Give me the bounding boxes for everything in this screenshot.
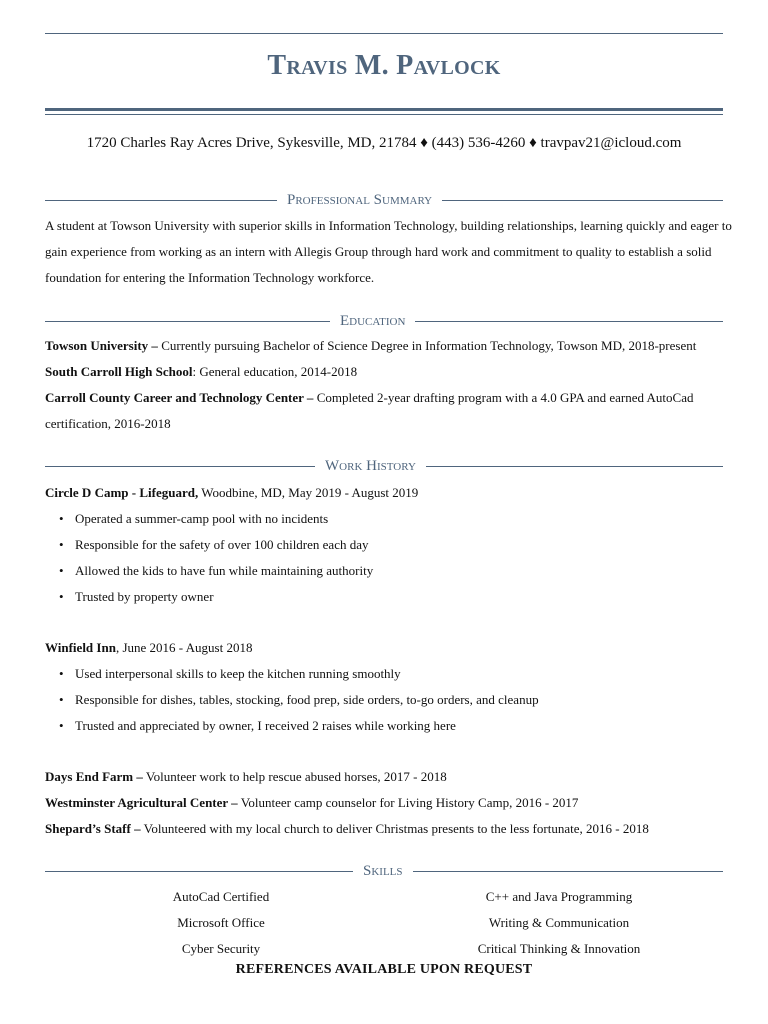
organization: Shepard’s Staff – xyxy=(45,821,141,836)
job-bullets xyxy=(45,506,373,610)
job-title xyxy=(45,480,735,506)
job-detail: Woodbine, MD, May 2019 - August 2019 xyxy=(198,485,419,500)
skills-heading xyxy=(45,861,723,881)
job-title xyxy=(45,635,735,661)
work-heading xyxy=(45,456,723,476)
summary-line: A student at Towson University with superior skills in Information Technology, building relationships, learning quickly and eager to xyxy=(45,218,732,233)
education-detail: Completed 2-year drafting program with a 4.0 GPA and earned AutoCad xyxy=(313,390,694,405)
summary-heading xyxy=(45,190,723,210)
volunteer-item xyxy=(45,764,735,790)
education-heading xyxy=(45,311,723,331)
summary-line: gain experience from working as an intern with Allegis Group through hard work and commitment to quality to establish a solid xyxy=(45,244,712,259)
name-rule-thin xyxy=(45,114,723,115)
skill-item: Cyber Security xyxy=(181,941,261,956)
education-continuation: certification, 2016-2018 xyxy=(45,416,171,431)
volunteer-detail: Volunteered with my local church to deliver Christmas presents to the less fortunate, 2016 - 2018 xyxy=(140,821,649,836)
section-title: Skills xyxy=(363,862,403,879)
institution: Towson University – xyxy=(45,338,158,353)
job-bullets xyxy=(45,661,539,739)
section-title: Education xyxy=(340,312,406,329)
name-rule-thick xyxy=(45,108,723,111)
divider xyxy=(45,466,315,467)
divider xyxy=(413,871,723,872)
contact-line: 1720 Charles Ray Acres Drive, Sykesville, MD, 21784 ♦ (443) 536-4260 ♦ travpav21@icloud.com xyxy=(86,135,682,151)
list-item: • Allowed the kids to have fun while maintaining authority xyxy=(45,558,373,584)
list-item: • Responsible for dishes, tables, stocking, food prep, side orders, to-go orders, and cleanup xyxy=(45,687,539,713)
top-rule xyxy=(45,33,723,34)
divider xyxy=(442,200,723,201)
divider xyxy=(415,321,723,322)
organization: Westminster Agricultural Center – xyxy=(45,795,238,810)
list-item: • Operated a summer-camp pool with no incidents xyxy=(45,506,373,532)
education-item xyxy=(45,359,735,385)
divider xyxy=(45,321,330,322)
list-item: • Used interpersonal skills to keep the kitchen running smoothly xyxy=(45,661,539,687)
section-title: Work History xyxy=(325,457,416,474)
employer: Winfield Inn xyxy=(45,640,116,655)
references-note: REFERENCES AVAILABLE UPON REQUEST xyxy=(235,962,533,977)
employer: Circle D Camp - Lifeguard, xyxy=(45,485,199,500)
list-item: • Responsible for the safety of over 100 children each day xyxy=(45,532,373,558)
list-item: • Trusted by property owner xyxy=(45,584,373,610)
education-detail: : General education, 2014-2018 xyxy=(192,364,358,379)
skill-item: C++ and Java Programming xyxy=(485,889,633,904)
skill-item: Microsoft Office xyxy=(177,915,265,930)
summary-line: foundation for entering the Information Technology workforce. xyxy=(45,270,375,285)
section-title: Professional Summary xyxy=(287,191,433,208)
skill-item: Writing & Communication xyxy=(488,915,630,930)
volunteer-item xyxy=(45,790,735,816)
volunteer-detail: Volunteer work to help rescue abused horses, 2017 - 2018 xyxy=(142,769,447,784)
job-detail: , June 2016 - August 2018 xyxy=(115,640,253,655)
volunteer-item xyxy=(45,816,735,842)
education-item xyxy=(45,333,735,359)
organization: Days End Farm – xyxy=(45,769,143,784)
education-detail: Currently pursuing Bachelor of Science Degree in Information Technology, Towson MD, 2018-present xyxy=(157,338,697,353)
divider xyxy=(45,200,277,201)
skill-item: AutoCad Certified xyxy=(172,889,270,904)
skill-item: Critical Thinking & Innovation xyxy=(477,941,641,956)
institution: Carroll County Career and Technology Center – xyxy=(45,390,314,405)
institution: South Carroll High School xyxy=(45,364,193,379)
candidate-name: Travis M. Pavlock xyxy=(267,50,501,81)
education-item xyxy=(45,385,735,411)
volunteer-detail: Volunteer camp counselor for Living History Camp, 2016 - 2017 xyxy=(237,795,579,810)
divider xyxy=(426,466,723,467)
list-item: • Trusted and appreciated by owner, I received 2 raises while working here xyxy=(45,713,539,739)
divider xyxy=(45,871,353,872)
